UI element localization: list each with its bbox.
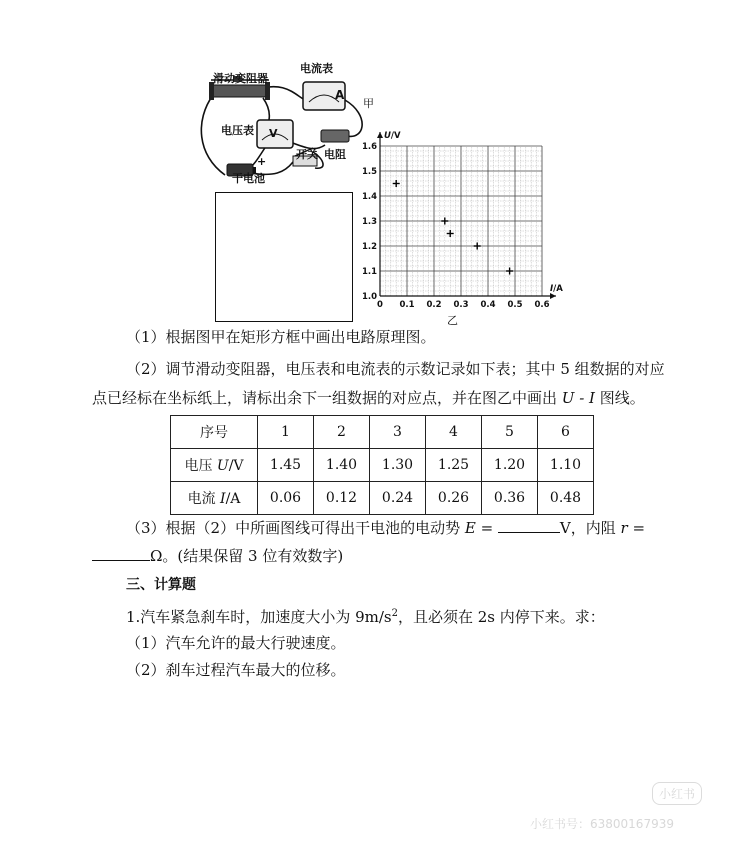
table-cell: 0.26 [426, 482, 482, 515]
watermark-id: 小红书号：63800167939 [530, 817, 674, 831]
section-heading: 三、计算题 [126, 577, 196, 593]
y-tick-label: 1.1 [361, 267, 377, 277]
data-table [170, 415, 594, 515]
x-tick-label: 0.4 [480, 300, 496, 310]
table-row-voltage [171, 449, 594, 482]
figure-jia-label: 甲 [363, 97, 374, 110]
y-tick-label: 1.5 [361, 167, 377, 177]
table-cell: 1 [258, 416, 314, 449]
rheostat-label: 滑动变阻器 [213, 72, 268, 85]
y-axis-label: U/V [384, 131, 401, 141]
table-cell: 1.20 [482, 449, 538, 482]
table-cell: 0.36 [482, 482, 538, 515]
table-cell: 6 [538, 416, 594, 449]
table-cell: 序号 [171, 416, 258, 449]
x-tick-label: 0.1 [399, 300, 415, 310]
table-cell: 0.12 [314, 482, 370, 515]
table-cell: 2 [314, 416, 370, 449]
battery-plus-sign: + [257, 155, 267, 168]
data-point [474, 243, 481, 250]
table-cell: 4 [426, 416, 482, 449]
question-3-line1: （3）根据（2）中所画图线可得出干电池的电动势 E = V，内阻 r = [126, 519, 646, 537]
ui-graph [360, 125, 575, 325]
y-axis-arrow [377, 132, 383, 138]
ammeter-symbol: A [335, 88, 345, 102]
problem-1-part-2: （2）刹车过程汽车最大的位移。 [126, 661, 346, 679]
y-tick-label: 1.0 [361, 292, 377, 302]
problem-1: 1.汽车紧急刹车时，加速度大小为 $9m/s^2$，且必须在 2s 内停下来。求： [126, 608, 605, 626]
voltmeter-label: 电压表 [221, 124, 254, 137]
voltage-row-label: 电压 U/V [171, 449, 258, 482]
resistance-blank[interactable] [92, 546, 150, 561]
question-2-line1: （2）调节滑动变阻器，电压表和电流表的示数记录如下表；其中 5 组数据的对应 [126, 360, 665, 378]
y-tick-label: 1.4 [361, 192, 377, 202]
x-tick-label: 0.2 [426, 300, 442, 310]
y-tick-label: 1.2 [361, 242, 377, 252]
x-tick-label: 0 [377, 300, 383, 310]
figure-yi-caption: 乙 [447, 314, 458, 327]
table-cell: 1.25 [426, 449, 482, 482]
x-tick-label: 0.5 [507, 300, 523, 310]
question-2-line2: 点已经标在坐标纸上，请标出余下一组数据的对应点，并在图乙中画出 U - I 图线。 [92, 389, 645, 407]
data-point [441, 218, 448, 225]
switch-label: 开关 [296, 148, 318, 161]
table-cell: 1.45 [258, 449, 314, 482]
table-header-row [171, 416, 594, 449]
voltmeter-symbol: V [269, 127, 278, 140]
answer-box [215, 192, 353, 322]
table-cell: 1.40 [314, 449, 370, 482]
table-cell: 0.06 [258, 482, 314, 515]
y-tick-label: 1.6 [361, 142, 377, 152]
resistor-label: 电阻 [324, 148, 346, 161]
question-1: （1）根据图甲在矩形方框中画出电路原理图。 [126, 328, 436, 346]
watermark-logo: 小红书 [652, 782, 702, 805]
emf-blank[interactable] [498, 518, 560, 533]
current-row-label: 电流 I/A [171, 482, 258, 515]
data-point [506, 268, 513, 275]
table-cell: 5 [482, 416, 538, 449]
table-cell: 0.48 [538, 482, 594, 515]
ammeter-label: 电流表 [300, 62, 333, 75]
y-tick-label: 1.3 [361, 217, 377, 227]
table-row-current [171, 482, 594, 515]
battery-label: 干电池 [232, 172, 265, 185]
table-cell: 0.24 [370, 482, 426, 515]
problem-1-part-1: （1）汽车允许的最大行驶速度。 [126, 634, 346, 652]
x-tick-label: 0.3 [453, 300, 469, 310]
x-tick-label: 0.6 [534, 300, 550, 310]
table-cell: 1.10 [538, 449, 594, 482]
question-3-line2: Ω。(结果保留 3 位有效数字) [92, 546, 343, 566]
table-cell: 1.30 [370, 449, 426, 482]
x-axis-label: I/A [550, 284, 563, 294]
table-cell: 3 [370, 416, 426, 449]
